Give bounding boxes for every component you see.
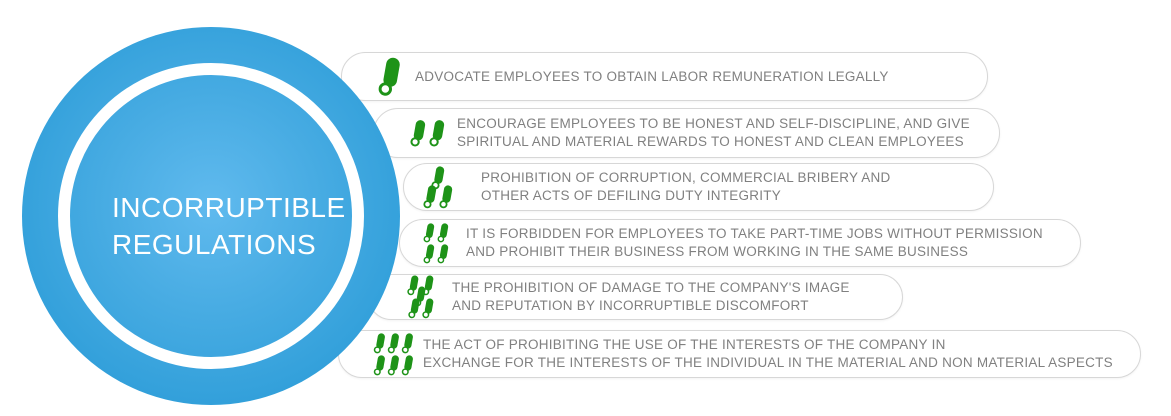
regulation-item-1 — [341, 52, 988, 101]
person-icon — [378, 57, 401, 97]
person-icon — [401, 333, 414, 354]
person-icon — [437, 244, 449, 264]
regulation-item-5 — [368, 274, 903, 320]
item-text-line: AND REPUTATION BY INCORRUPTIBLE DISCOMFORT — [452, 298, 809, 313]
people-icons-group — [410, 117, 445, 150]
item-text — [457, 115, 970, 151]
item-text-line: IT IS FORBIDDEN FOR EMPLOYEES TO TAKE PART-TIME JOBS WITHOUT PERMISSION — [466, 226, 1043, 241]
item-text — [481, 169, 891, 205]
item-text — [415, 68, 889, 86]
diagram-title-line1: INCORRUPTIBLE — [112, 192, 346, 223]
people-icons-group — [373, 333, 414, 376]
item-text — [466, 225, 1043, 261]
regulation-item-4 — [399, 219, 1081, 267]
person-icon — [373, 355, 386, 376]
central-circle — [22, 27, 400, 405]
people-icons-group — [378, 57, 401, 97]
person-icon — [422, 298, 434, 319]
person-icon — [423, 185, 437, 209]
item-text-line: SPIRITUAL AND MATERIAL REWARDS TO HONEST AND CLEAN EMPLOYEES — [457, 134, 964, 149]
diagram-title-line2: REGULATIONS — [112, 229, 317, 260]
item-text-line: ENCOURAGE EMPLOYEES TO BE HONEST AND SELF-DISCIPLINE, AND GIVE — [457, 116, 970, 131]
item-text — [423, 336, 1113, 372]
person-icon — [408, 298, 420, 319]
diagram-title — [112, 189, 346, 263]
regulation-item-6 — [338, 330, 1141, 378]
item-text-line: THE ACT OF PROHIBITING THE USE OF THE INTERESTS OF THE COMPANY IN — [423, 337, 946, 352]
person-icon — [437, 223, 449, 243]
regulation-item-3 — [403, 163, 994, 211]
regulation-item-2 — [373, 108, 1000, 158]
person-icon — [410, 117, 426, 150]
person-icon — [429, 117, 445, 150]
people-icons-group — [423, 166, 454, 209]
people-icons-group — [423, 223, 449, 264]
item-text-line: THE PROHIBITION OF DAMAGE TO THE COMPANY'S IMAGE — [452, 280, 850, 295]
person-icon — [439, 185, 453, 209]
item-text-line: OTHER ACTS OF DEFILING DUTY INTEGRITY — [481, 188, 782, 203]
item-text-line: ADVOCATE EMPLOYEES TO OBTAIN LABOR REMUNERATION LEGALLY — [415, 68, 889, 84]
person-icon — [401, 355, 414, 376]
person-icon — [387, 333, 400, 354]
people-icons-group — [407, 275, 435, 320]
person-icon — [387, 355, 400, 376]
item-text — [452, 279, 850, 315]
item-text-line: AND PROHIBIT THEIR BUSINESS FROM WORKING IN THE SAME BUSINESS — [466, 244, 969, 259]
person-icon — [423, 223, 435, 243]
item-text-line: EXCHANGE FOR THE INTERESTS OF THE INDIVIDUAL IN THE MATERIAL AND NON MATERIAL ASPECTS — [423, 355, 1113, 370]
person-icon — [423, 244, 435, 264]
person-icon — [373, 333, 386, 354]
item-text-line: PROHIBITION OF CORRUPTION, COMMERCIAL BRIBERY AND — [481, 170, 891, 185]
